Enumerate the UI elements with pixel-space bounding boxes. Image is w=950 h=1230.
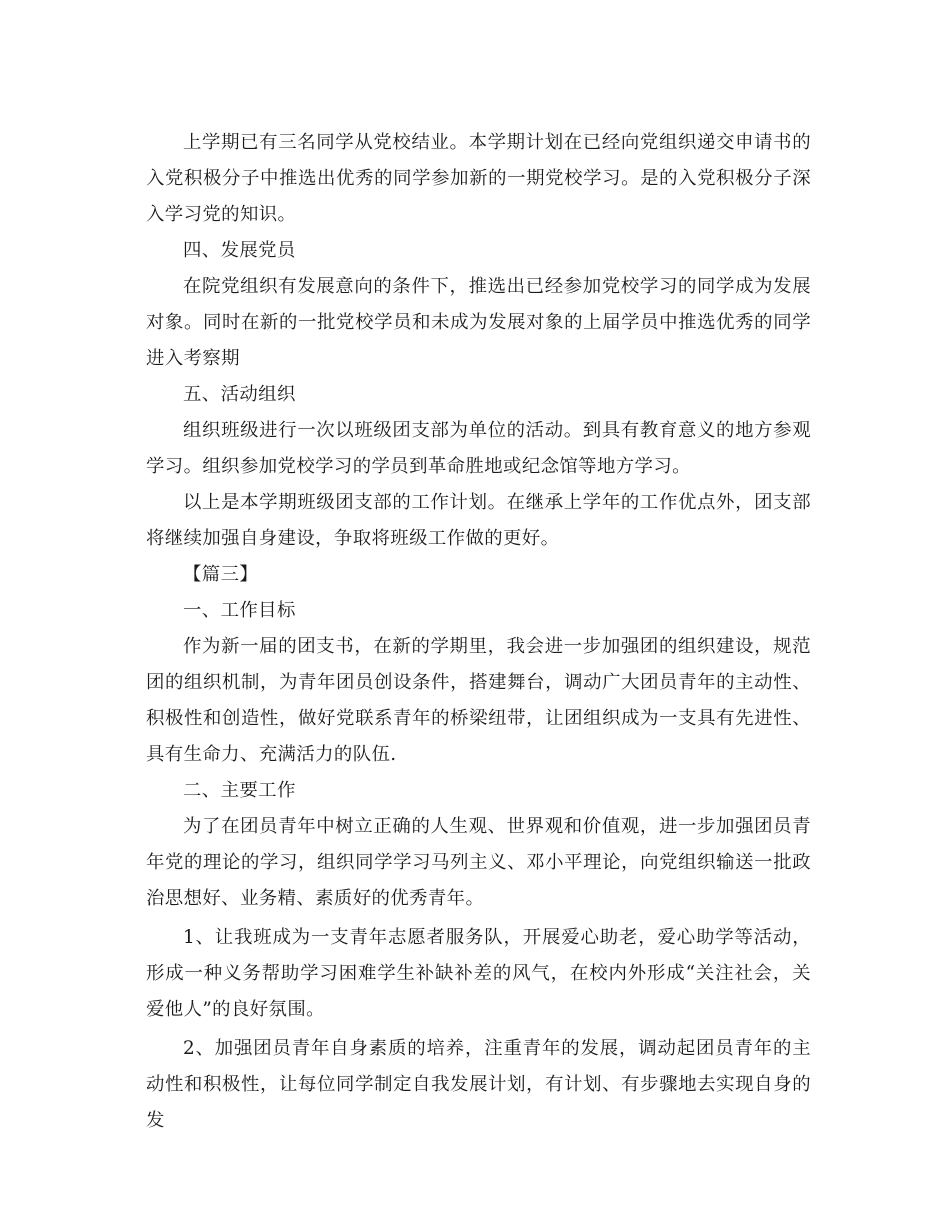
paragraph-summary: 以上是本学期班级团支部的工作计划。在继承上学年的工作优点外，团支部将继续加强自身建设，争取将班级工作做的更好。: [146, 492, 811, 549]
heading-develop-members: 四、发展党员: [183, 240, 296, 261]
paragraph-work-goals: 作为新一届的团支书，在新的学期里，我会进一步加强团的组织建设，规范团的组织机制，为青年团员创设条件，搭建舞台，调动广大团员青年的主动性、积极性和创造性，做好党联系青年的桥梁纽带，让团组织成为一支具有先进性、具有生命力、充满活力的队伍.: [146, 636, 811, 765]
heading-main-work: 二、主要工作: [183, 780, 296, 801]
document-body: [146, 125, 811, 1139]
heading-work-goals: 一、工作目标: [183, 600, 296, 621]
paragraph-develop-members: 在院党组织有发展意向的条件下，推选出已经参加党校学习的同学成为发展对象。同时在新的一批党校学员和未成为发展对象的上届学员中推选优秀的同学进入考察期: [146, 276, 811, 369]
paragraph-party-school: 上学期已有三名同学从党校结业。本学期计划在已经向党组织递交申请书的入党积极分子中推选出优秀的同学参加新的一期党校学习。是的入党积极分子深入学习党的知识。: [146, 132, 811, 225]
heading-activities: 五、活动组织: [183, 384, 296, 405]
paragraph-item-1: 1、让我班成为一支青年志愿者服务队，开展爱心助老，爱心助学等活动，形成一种义务帮助学习困难学生补缺补差的风气，在校内外形成“关注社会，关爱他人”的良好氛围。: [146, 927, 811, 1020]
paragraph-activities: 组织班级进行一次以班级团支部为单位的活动。到具有教育意义的地方参观学习。组织参加党校学习的学员到革命胜地或纪念馆等地方学习。: [146, 420, 811, 477]
paragraph-item-2: 2、加强团员青年自身素质的培养，注重青年的发展，调动起团员青年的主动性和积极性，让每位同学制定自我发展计划，有计划、有步骤地去实现自身的发: [146, 1038, 811, 1131]
section-title-part-three: 【篇三】: [183, 564, 259, 585]
paragraph-main-work: 为了在团员青年中树立正确的人生观、世界观和价值观，进一步加强团员青年党的理论的学习，组织同学学习马列主义、邓小平理论，向党组织输送一批政治思想好、业务精、素质好的优秀青年。: [146, 816, 811, 909]
